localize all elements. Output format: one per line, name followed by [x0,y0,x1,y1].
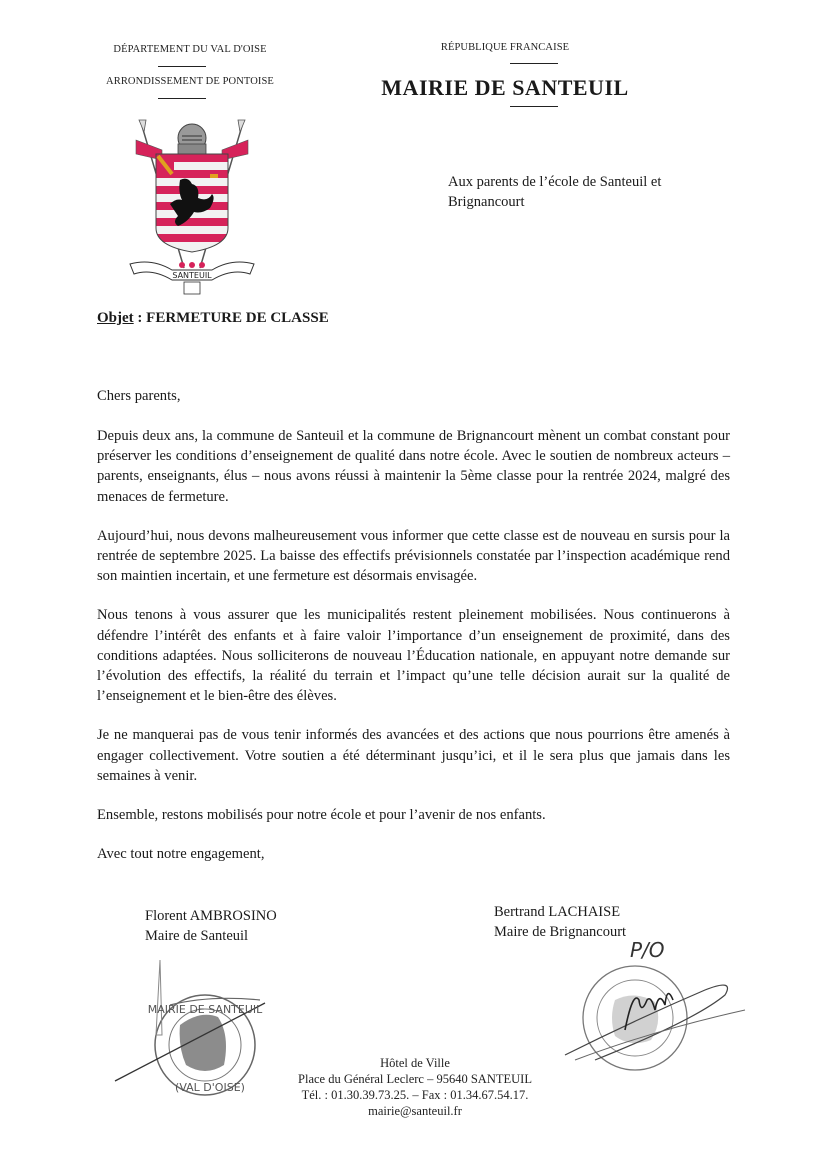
subject-text: FERMETURE DE CLASSE [146,310,329,326]
svg-text:SANTEUIL: SANTEUIL [172,271,212,280]
recipient-block [448,172,748,212]
header-left-rule-1 [158,66,206,67]
signatory-left-title: Maire de Santeuil [145,928,249,944]
svg-text:MAIRIE DE SANTEUIL: MAIRIE DE SANTEUIL [147,1003,263,1016]
signatory-left-name: Florent AMBROSINO [145,908,277,924]
header-left-rule-2 [158,98,206,99]
recipient-line-1: Aux parents de l’école de Santeuil et [448,174,662,190]
paragraph-4: Je ne manquerai pas de vous tenir informés des avancées et des actions que nous pourrions être amenés à engager collectivement. Votre soutien a été déterminant jusqu’ici, et il le sera plus que jamais dans les semaines à venir. [97,727,730,784]
header-right-rule-1 [510,63,558,64]
brignancourt-stamp [555,960,755,1075]
header-right-rule-2 [510,106,558,107]
paragraph-5: Ensemble, restons mobilisés pour notre école et pour l’avenir de nos enfants. [97,807,546,824]
greeting: Chers parents, [97,388,181,404]
subject-line [97,310,497,327]
signatory-right-name: Bertrand LACHAISE [494,904,621,920]
footer-address [270,1055,560,1119]
svg-text:(VAL D'OISE): (VAL D'OISE) [175,1081,245,1094]
footer-building: Hôtel de Ville [380,1056,450,1070]
paragraph-1: Depuis deux ans, la commune de Santeuil et la commune de Brignancourt mènent un combat constant pour préserver les conditions d’enseignement de qualité dans notre école. Avec le soutien de nombreux acteurs – parents, enseignants, élus – nous avons réussi à maintenir la 5ème classe pour la rentrée 2024, malgré des menaces de fermeture. [97,428,730,505]
closing: Avec tout notre engagement, [97,846,265,863]
arrondissement-label: ARRONDISSEMENT DE PONTOISE [106,76,274,87]
signature-left [145,906,365,946]
stamp-signature-icon [555,960,755,1075]
subject-separator: : [133,310,147,326]
crest-icon [122,118,262,300]
paragraph-3: Nous tenons à vous assurer que les municipalités restent pleinement mobilisées. Nous continuerons à défendre l’intérêt des enfants et à faire valoir l’importance d’un enseignement de proximité, dans des conditions adaptées. Nous solliciterons de nouveau l’Éducation nationale, en appuyant notre demande sur l’évolution des effectifs, la réalité du terrain et l’impact qu’une telle décision aurait sur la qualité de l’enseignement et le bien-être des élèves. [97,607,730,705]
footer-email[interactable]: mairie@santeuil.fr [368,1104,462,1118]
coat-of-arms-crest [122,118,262,300]
signature-right [494,902,714,942]
republic-label: RÉPUBLIQUE FRANCAISE [440,42,570,53]
recipient-line-2: Brignancourt [448,194,525,210]
department-label: DÉPARTEMENT DU VAL D'OISE [113,44,267,55]
footer-phone-fax: Tél. : 01.30.39.73.25. – Fax : 01.34.67.54.17. [301,1088,529,1102]
letter-body [97,426,730,864]
paragraph-2: Aujourd’hui, nous devons malheureusement vous informer que cette classe est de nouveau en sursis pour la rentrée de septembre 2025. La baisse des effectifs prévisionnels constatée par l’inspection académique rend son maintien incertain, et une fermeture est désormais envisagée. [97,527,730,585]
footer-street: Place du Général Leclerc – 95640 SANTEUIL [298,1072,532,1086]
page-title: MAIRIE DE SANTEUIL [381,75,629,100]
subject-label: Objet [97,310,134,326]
stamp-icon [100,955,280,1100]
santeuil-stamp [100,955,280,1100]
handwritten-po-note: P/O [630,938,665,962]
signatory-right-title: Maire de Brignancourt [494,924,627,940]
